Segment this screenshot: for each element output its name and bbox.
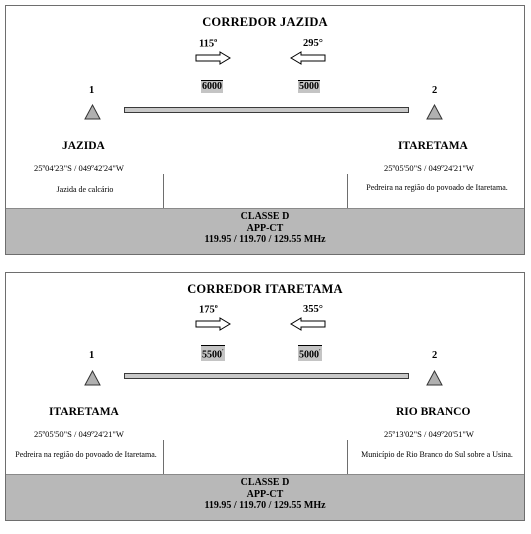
waypoint-2-name: ITARETAMA <box>398 140 468 152</box>
heading-inbound: 355° <box>303 304 323 315</box>
arrow-left-outline-icon <box>290 51 326 65</box>
waypoint-2-coord: 25º13'02"S / 049º20'51"W <box>384 429 474 439</box>
divider <box>163 440 164 476</box>
waypoint-1-number: 1 <box>89 350 95 361</box>
waypoint-1-coord: 25º05'50"S / 049º24'21"W <box>34 429 124 439</box>
altitude-inbound: 5000 <box>299 81 319 92</box>
altitude-outbound: 6000 <box>202 81 222 92</box>
divider <box>163 174 164 210</box>
triangle-waypoint-icon <box>426 370 443 386</box>
corridor-card-jazida <box>5 5 525 255</box>
triangle-waypoint-icon <box>84 370 101 386</box>
waypoint-1-name: JAZIDA <box>62 140 105 152</box>
class-label: CLASSE D <box>240 477 290 488</box>
altitude-inbound: 5000' <box>298 345 322 361</box>
corridor-card-itaretama <box>5 272 525 521</box>
route-line <box>124 373 409 379</box>
waypoint-1-description: Jazida de calcário <box>56 185 114 194</box>
divider <box>347 440 348 476</box>
waypoint-2-description: Pedreira na região do povoado de Itaretama. <box>366 183 508 192</box>
route-line <box>124 107 409 113</box>
arrow-right-outline-icon <box>195 317 231 331</box>
frequency-band <box>6 208 524 254</box>
frequencies: 119.95 / 119.70 / 129.55 MHz <box>204 500 326 511</box>
triangle-waypoint-icon <box>84 104 101 120</box>
arrow-right-outline-icon <box>195 51 231 65</box>
heading-outbound: 175$^o$ <box>199 304 218 316</box>
waypoint-2-description: Município de Rio Branco do Sul sobre a Usina. <box>361 450 513 459</box>
unit-label: APP-CT <box>246 488 284 500</box>
waypoint-2-number: 2 <box>432 350 438 361</box>
corridor-title: CORREDOR JAZIDA <box>202 15 328 29</box>
corridor-title: CORREDOR ITARETAMA <box>187 282 343 296</box>
waypoint-1-coord: 25º04'23"S / 049º42'24"W <box>34 163 124 173</box>
frequency-band <box>6 474 524 520</box>
divider <box>347 174 348 210</box>
waypoint-2-number: 2 <box>432 85 438 96</box>
arrow-left-outline-icon <box>290 317 326 331</box>
waypoint-1-number: 1 <box>89 85 95 96</box>
waypoint-2-coord: 25º05'50"S / 049º24'21"W <box>384 163 474 173</box>
heading-outbound: 115$^o$ <box>199 38 218 50</box>
frequencies: 119.95 / 119.70 / 129.55 MHz <box>204 234 326 245</box>
waypoint-2-name: RIO BRANCO <box>396 406 471 418</box>
class-label: CLASSE D <box>240 211 290 222</box>
unit-label: APP-CT <box>246 222 284 234</box>
heading-inbound: 295° <box>303 38 323 49</box>
waypoint-1-description: Pedreira na região do povoado de Itaretama. <box>15 450 157 459</box>
altitude-outbound: 5500' <box>201 345 225 361</box>
triangle-waypoint-icon <box>426 104 443 120</box>
waypoint-1-name: ITARETAMA <box>49 406 119 418</box>
